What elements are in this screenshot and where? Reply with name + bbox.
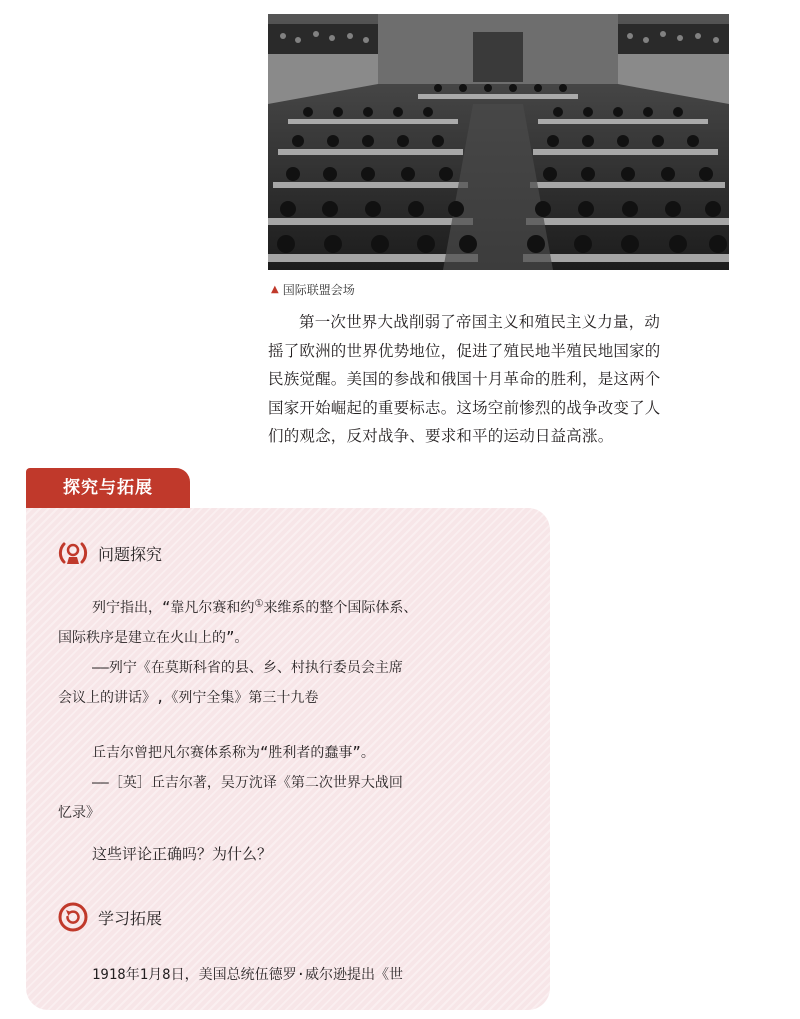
inquiry-content: [58, 593, 538, 713]
source-line: ——［英］丘吉尔著，吴万沈译《第二次世界大战回: [92, 775, 403, 791]
caption-text: 国际联盟会场: [282, 283, 355, 297]
quote-line: 国际秩序是建立在火山上的”。: [58, 630, 249, 646]
body-paragraph: [268, 308, 730, 451]
inquiry-heading: [58, 538, 162, 568]
inquiry-title: 问题探究: [98, 544, 163, 564]
league-of-nations-photo: [268, 14, 729, 270]
extension-heading: [58, 902, 162, 932]
inquiry-question: 这些评论正确吗？为什么？: [92, 845, 273, 863]
extension-line: 1918年1月8日，美国总统伍德罗·威尔逊提出《世: [92, 967, 403, 983]
inquiry-content-2: [58, 738, 538, 828]
refresh-icon: [58, 902, 88, 932]
quote-line: 丘吉尔曾把凡尔赛体系称为“胜利者的蠢事”。: [92, 745, 375, 761]
quote-line: [58, 593, 538, 623]
quote-text: 来维系的整个国际体系、: [263, 600, 418, 616]
extension-content: [58, 960, 538, 990]
body-line: 民族觉醒。美国的参战和俄国十月革命的胜利，是这两个: [268, 370, 661, 389]
quote-text: 列宁指出，“靠凡尔赛和约: [92, 600, 255, 616]
body-line: 第一次世界大战削弱了帝国主义和殖民主义力量，动: [299, 313, 661, 331]
source-line: 会议上的讲话》,《列宁全集》第三十九卷: [58, 690, 319, 706]
question-lightbulb-icon: [58, 538, 88, 568]
body-line: 们的观念，反对战争、要求和平的运动日益高涨。: [268, 427, 614, 446]
source-line: 忆录》: [58, 805, 100, 821]
body-line: 摇了欧洲的世界优势地位，促进了殖民地半殖民地国家的: [268, 341, 661, 360]
footnote-mark: ①: [254, 598, 264, 610]
section-tab-label: 探究与拓展: [63, 478, 153, 498]
source-line: ——列宁《在莫斯科省的县、乡、村执行委员会主席: [92, 660, 403, 676]
triangle-icon: ▲: [271, 284, 279, 295]
body-line: 国家开始崛起的重要标志。这场空前惨烈的战争改变了人: [268, 398, 661, 417]
photo-caption: [271, 281, 355, 298]
extension-title: 学习拓展: [98, 908, 163, 928]
